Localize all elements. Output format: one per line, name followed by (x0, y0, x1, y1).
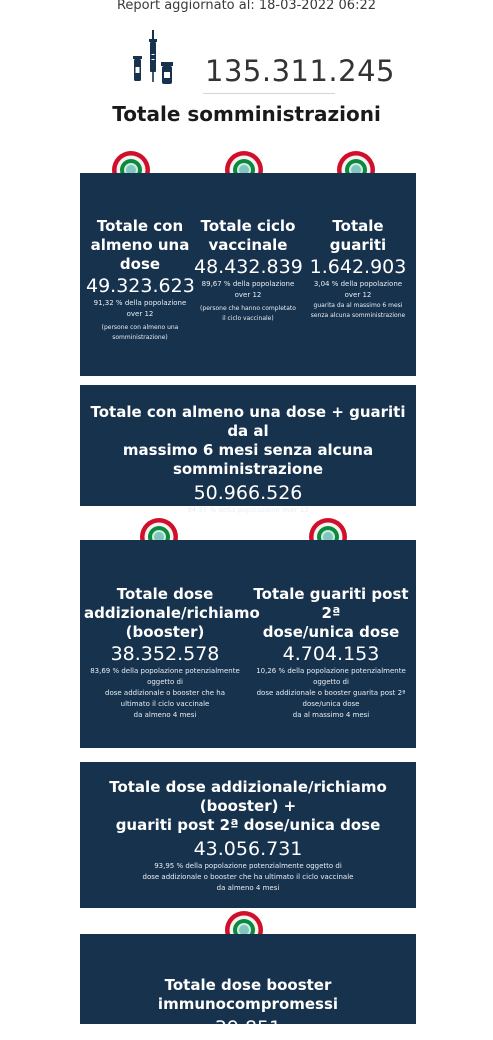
total-administrations-hero (0, 28, 493, 98)
recovered-title: Totale guariti (329, 217, 387, 254)
booster-percentage: 83,69 % della popolazione potenzialmente oggetto di dose addizionale o booster che ha ultimato il ciclo vaccinale da almeno 4 mesi (90, 667, 240, 719)
booster-plus-recovered-value: 43.056.731 (193, 838, 303, 860)
immunocompromised-booster-title: Totale dose booster immunocompromessi (157, 976, 339, 1013)
first-dose-value: 49.323.623 (86, 275, 195, 297)
immunocompromised-booster-value: 39.851 (214, 1017, 282, 1039)
total-administrations-value: 135.311.245 (205, 54, 395, 88)
recovered-post-dose-title: Totale guariti post 2ª dose/unica dose (253, 585, 409, 641)
hero-divider (203, 93, 335, 94)
recovered-note: guarita da al massimo 6 mesi senza alcuna somministrazione (310, 302, 406, 319)
dose-plus-recovered-percentage: 94,37 % della popolazione over 12 (187, 506, 309, 514)
recovered-value: 1.642.903 (309, 256, 407, 278)
full-cycle-title: Totale ciclo vaccinale (200, 217, 296, 254)
immunocompromised-booster-card (80, 934, 416, 1039)
first-dose-title: Totale con almeno una dose (90, 217, 190, 273)
full-cycle-percentage: 89,67 % della popolazione over 12 (201, 280, 295, 299)
vaccine-vial-icon (130, 30, 178, 88)
recovered-post-dose-stat (250, 585, 412, 721)
booster-title: Totale dose addizionale/richiamo (booster) (84, 585, 260, 641)
booster-plus-recovered-title: Totale dose addizionale/richiamo (booster) + guariti post 2ª dose/unica dose (109, 778, 387, 834)
booster-plus-recovered-percentage: 93,95 % della popolazione potenzialmente oggetto di dose addizionale o booster che ha ultimato il ciclo vaccinale da almeno 4 mesi (142, 862, 354, 892)
booster-value: 38.352.578 (110, 643, 220, 665)
booster-stat (84, 585, 260, 721)
full-cycle-stat (194, 217, 302, 324)
first-dose-percentage: 91,32 % della popolazione over 12 (93, 299, 187, 318)
full-cycle-note: (persone che hanno completato il ciclo vaccinale) (200, 305, 296, 322)
dose-plus-recovered-title: Totale con almeno una dose + guariti da al massimo 6 mesi senza alcuna somministrazione (90, 403, 406, 478)
recovered-post-dose-percentage: 10,26 % della popolazione potenzialmente oggetto di dose addizionale o booster guarita post 2ª dose/unica dose da al massimo 4 mesi (256, 667, 406, 719)
dose-plus-recovered-stat (80, 403, 416, 516)
recovered-percentage: 3,04 % della popolazione over 12 (313, 280, 403, 299)
report-updated-date: Report aggiornato al: 18-03-2022 06:22 (116, 0, 376, 13)
full-cycle-value: 48.432.839 (194, 256, 303, 278)
immunocompromised-booster-stat (80, 976, 416, 1040)
recovered-stat (302, 217, 414, 321)
booster-card (80, 540, 416, 748)
first-dose-note: (persone con almeno una somministrazione) (101, 324, 179, 341)
booster-plus-recovered-card (80, 762, 416, 908)
first-dose-stat (86, 217, 194, 343)
booster-plus-recovered-stat (80, 778, 416, 894)
recovered-post-dose-value: 4.704.153 (282, 643, 380, 665)
total-administrations-label: Totale somministrazioni (112, 102, 381, 126)
dose-plus-recovered-card (80, 385, 416, 514)
vaccination-summary-card (80, 173, 416, 376)
dose-plus-recovered-value: 50.966.526 (193, 482, 303, 504)
